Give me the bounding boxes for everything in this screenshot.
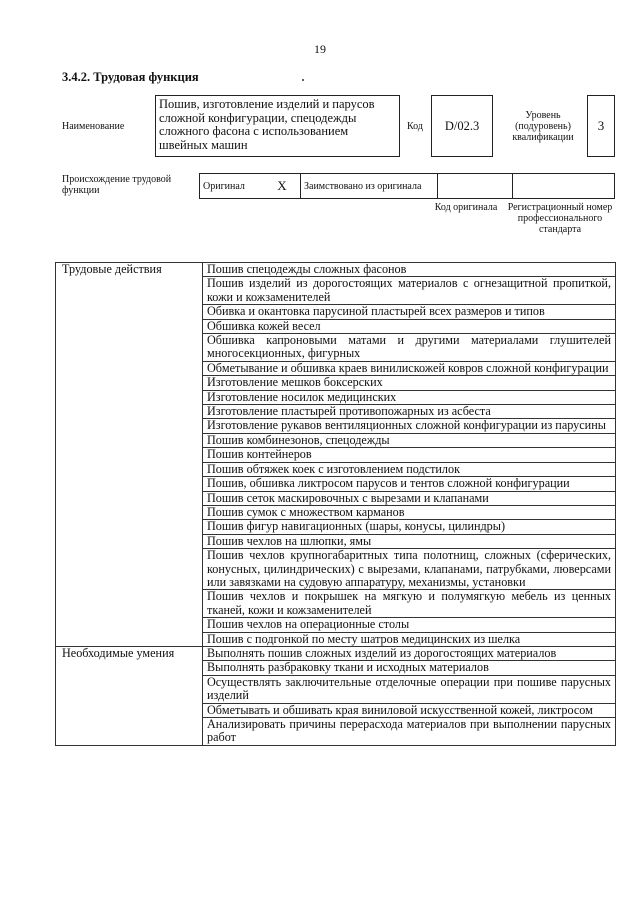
stray-dot [302, 79, 304, 81]
table-row [56, 263, 616, 277]
table-cell-item: Пошив, обшивка ликтросом парусов и тентов сложной конфигурации [203, 477, 616, 491]
code-value: D/02.3 [444, 118, 480, 133]
table-cell-item: Выполнять разбраковку ткани и исходных материалов [203, 661, 616, 675]
section-title: 3.4.2. Трудовая функция [62, 70, 199, 84]
table-cell-item: Обметывание и обшивка краев винилискожей ковров сложной конфигурации [203, 361, 616, 375]
function-name-box [155, 95, 400, 157]
table-cell-item: Пошив сеток маскировочных с вырезами и клапанами [203, 491, 616, 505]
function-name-value: Пошив, изготовление изделий и парусов сложной конфигурации, спецодежды сложного фасона с использованием швейных машин [159, 97, 375, 152]
table-cell-item: Изготовление рукавов вентиляционных сложной конфигурации из парусины [203, 419, 616, 433]
level-value: 3 [597, 118, 605, 133]
code-box [431, 95, 493, 157]
table-cell-item: Пошив спецодежды сложных фасонов [203, 263, 616, 277]
table-cell-item: Пошив чехлов крупногабаритных типа полотнищ, сложных (сферических, конусных, цилиндрических) с вырезами, клапанами, патрубками, люверсами или завязками на судовую аппаратуру, механизмы, установки [203, 549, 616, 590]
page-number: 19 [314, 42, 326, 56]
table-cell-item: Изготовление пластырей противопожарных из асбеста [203, 405, 616, 419]
origin-table [199, 173, 615, 199]
code-label: Код [407, 121, 423, 132]
table-cell-item: Пошив с подгонкой по месту шатров медицинских из шелка [203, 632, 616, 646]
table-cell-item: Пошив контейнеров [203, 448, 616, 462]
reg-number-cell [513, 174, 615, 199]
section-category: Необходимые умения [56, 646, 203, 745]
table-cell-item: Изготовление носилок медицинских [203, 390, 616, 404]
section-category: Трудовые действия [56, 263, 203, 647]
table-cell-item: Пошив комбинезонов, спецодежды [203, 433, 616, 447]
table-cell-item: Выполнять пошив сложных изделий из дорогостоящих материалов [203, 646, 616, 660]
name-label: Наименование [62, 121, 125, 132]
table-cell-item: Обшивка капроновыми матами и другими материалами глушителей многосекционных, фигурных [203, 334, 616, 362]
table-cell-item: Пошив чехлов и покрышек на мягкую и полумягкую мебель из ценных тканей, кожи и кожзаменителей [203, 590, 616, 618]
level-box [587, 95, 615, 157]
code-original-cell [438, 174, 513, 199]
table-cell-item: Обшивка кожей весел [203, 319, 616, 333]
origin-label: Происхождение трудовой функции [62, 174, 172, 196]
table-row [56, 646, 616, 660]
table-cell-item: Пошив фигур навигационных (шары, конусы, цилиндры) [203, 520, 616, 534]
labor-function-table [55, 262, 616, 746]
table-cell-item: Пошив чехлов на операционные столы [203, 618, 616, 632]
table-cell-item: Обивка и окантовка парусиной пластырей всех размеров и типов [203, 305, 616, 319]
table-cell-item: Осуществлять заключительные отделочные операции при пошиве парусных изделий [203, 675, 616, 703]
table-cell-item: Пошив обтяжек коек с изготовлением подстилок [203, 462, 616, 476]
table-cell-item: Пошив изделий из дорогостоящих материалов с огнезащитной пропиткой, кожи и кожзаменителей [203, 277, 616, 305]
original-label: Оригинал [200, 174, 265, 199]
table-cell-item: Пошив чехлов на шлюпки, ямы [203, 534, 616, 548]
table-cell-item: Пошив сумок с множеством карманов [203, 505, 616, 519]
reg-number-label: Регистрационный номер профессионального стандарта [507, 202, 613, 235]
original-mark: X [264, 174, 301, 199]
level-label: Уровень (подуровень) квалификации [512, 110, 574, 143]
table-cell-item: Изготовление мешков боксерских [203, 376, 616, 390]
borrowed-label: Заимствовано из оригинала [301, 174, 438, 199]
table-cell-item: Анализировать причины перерасхода материалов при выполнении парусных работ [203, 718, 616, 746]
code-original-label: Код оригинала [434, 202, 498, 213]
table-cell-item: Обметывать и обшивать края виниловой искусственной кожей, ликтросом [203, 703, 616, 717]
